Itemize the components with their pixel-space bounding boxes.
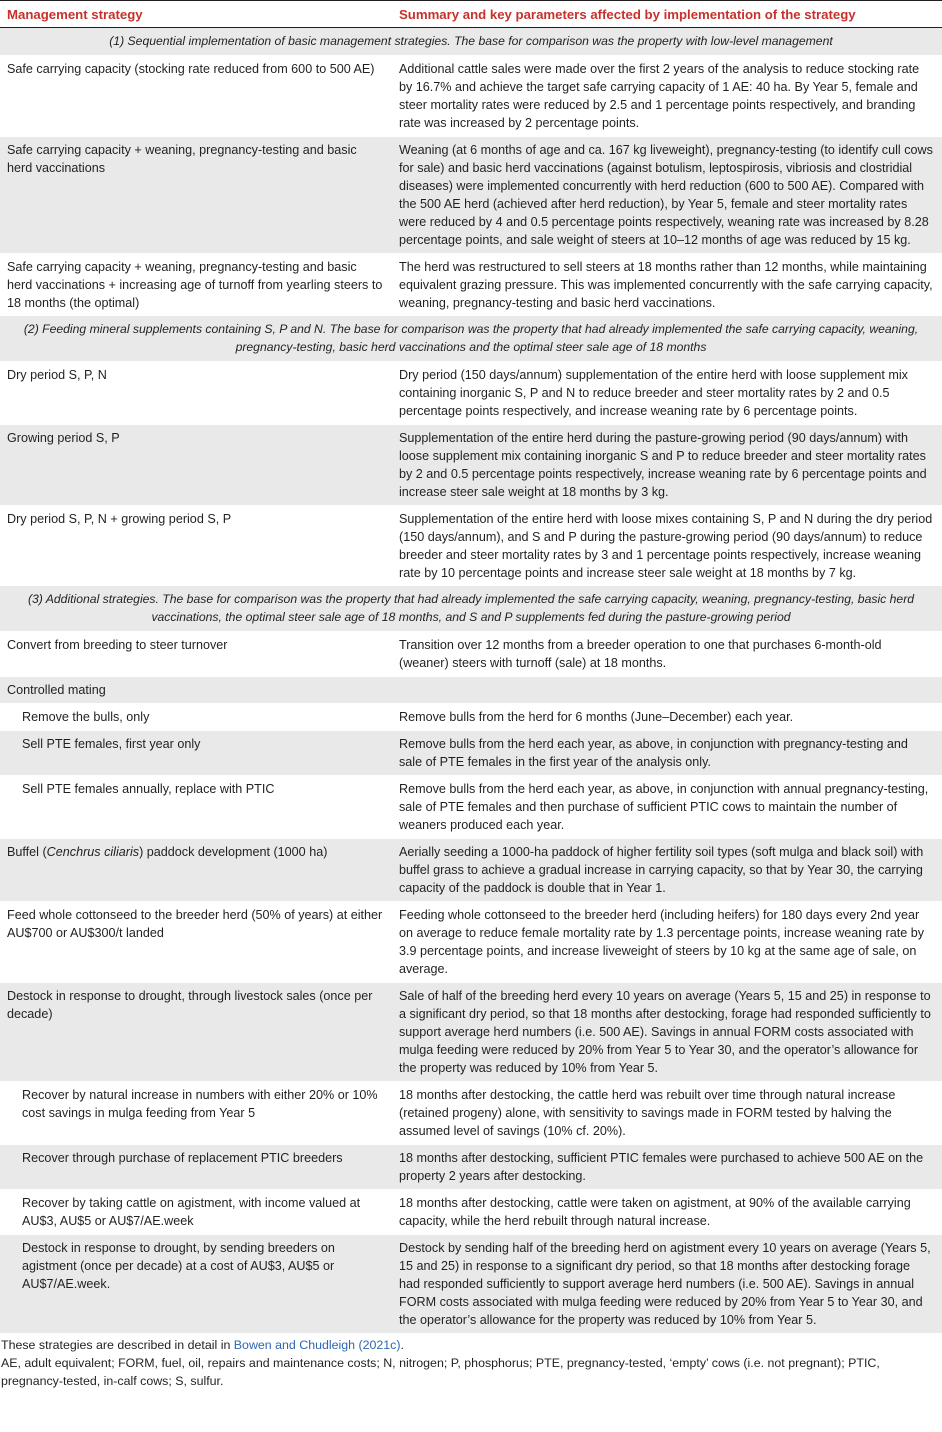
notes-reference-line bbox=[1, 1336, 940, 1354]
strategy-cell: Destock in response to drought, by sending breeders on agistment (once per decade) at a cost of AU$3, AU$5 or AU$7/AE.week. bbox=[0, 1235, 392, 1334]
table-row bbox=[0, 1082, 942, 1145]
strategy-cell: Controlled mating bbox=[0, 677, 392, 704]
summary-cell: Additional cattle sales were made over the first 2 years of the analysis to reduce stocking rate by 16.7% and achieve the target safe carrying capacity of 1 AE: 40 ha. By Year 5, female and steer mortality rates were reduced by 2.5 and 1 percentage points respectively, and branding rate was increased by 2 percentage points. bbox=[392, 56, 942, 137]
table-row bbox=[0, 1145, 942, 1190]
strategy-cell: Remove the bulls, only bbox=[0, 704, 392, 731]
table-row bbox=[0, 1235, 942, 1334]
summary-cell: 18 months after destocking, sufficient PTIC females were purchased to achieve 500 AE on the property 2 years after destocking. bbox=[392, 1145, 942, 1190]
table-row bbox=[0, 839, 942, 902]
section-heading-row bbox=[0, 316, 942, 362]
section-heading: (1) Sequential implementation of basic management strategies. The base for comparison was the property with low-level management bbox=[0, 28, 942, 56]
table-row bbox=[0, 902, 942, 983]
strategy-cell: Convert from breeding to steer turnover bbox=[0, 632, 392, 677]
header-summary: Summary and key parameters affected by implementation of the strategy bbox=[392, 1, 942, 28]
summary-cell: Remove bulls from the herd each year, as above, in conjunction with annual pregnancy-testing, sale of PTE females and then purchase of sufficient PTIC cows to maintain the number of weaners produced each year. bbox=[392, 776, 942, 839]
strategy-cell: Sell PTE females annually, replace with PTIC bbox=[0, 776, 392, 839]
table-row bbox=[0, 776, 942, 839]
species-name: Cenchrus ciliaris bbox=[46, 845, 140, 859]
table-row bbox=[0, 731, 942, 776]
strategy-cell: Recover by taking cattle on agistment, with income valued at AU$3, AU$5 or AU$7/AE.week bbox=[0, 1190, 392, 1235]
summary-cell: The herd was restructured to sell steers at 18 months rather than 12 months, while maintaining equivalent grazing pressure. This was implemented concurrently with the safe carrying capacity, weaning, pregnancy-testing and basic herd vaccinations. bbox=[392, 254, 942, 317]
section-heading-row bbox=[0, 28, 942, 56]
table-body bbox=[0, 28, 942, 1334]
table-notes bbox=[0, 1333, 942, 1390]
strategy-cell: Safe carrying capacity + weaning, pregnancy-testing and basic herd vaccinations bbox=[0, 137, 392, 254]
notes-text-end: . bbox=[400, 1338, 404, 1352]
strategy-cell: Safe carrying capacity (stocking rate reduced from 600 to 500 AE) bbox=[0, 56, 392, 137]
summary-cell: Destock by sending half of the breeding herd on agistment every 10 years on average (Years 5, 15 and 25) in response to a significant dry period, so that 18 months after destocking forage had responded sufficiently to support average herd numbers (i.e. 500 AE). Savings in annual FORM costs associated with mulga feeding were reduced by 20% from Year 5 to Year 30, and the operator’s allowance for the property was reduced by 10% from Year 5. bbox=[392, 1235, 942, 1334]
strategy-cell: Dry period S, P, N + growing period S, P bbox=[0, 506, 392, 587]
strategy-cell: Dry period S, P, N bbox=[0, 362, 392, 425]
summary-cell: Remove bulls from the herd for 6 months (June–December) each year. bbox=[392, 704, 942, 731]
summary-cell: Sale of half of the breeding herd every 10 years on average (Years 5, 15 and 25) in response to a significant dry period, so that 18 months after destocking, forage had responded sufficiently to support average herd numbers (i.e. 500 AE). Savings in annual FORM costs associated with mulga feeding were reduced by 20% from Year 5 to Year 30, and the operator’s allowance for the property was reduced by 10% from Year 5. bbox=[392, 983, 942, 1082]
notes-text: These strategies are described in detail in bbox=[1, 1338, 234, 1352]
strategy-cell: Safe carrying capacity + weaning, pregnancy-testing and basic herd vaccinations + increasing age of turnoff from yearling steers to 18 months (the optimal) bbox=[0, 254, 392, 317]
table-header-row bbox=[0, 1, 942, 28]
summary-cell: Dry period (150 days/annum) supplementation of the entire herd with loose supplement mix containing inorganic S, P and N to reduce breeder and steer mortality rates by 2 and 0.5 percentage points respectively, and increase weaning rate by 6 percentage points. bbox=[392, 362, 942, 425]
section-heading-row bbox=[0, 586, 942, 632]
summary-cell: Aerially seeding a 1000-ha paddock of higher fertility soil types (soft mulga and black soil) with buffel grass to achieve a gradual increase in carrying capacity, so that by Year 30, the carrying capacity of the paddock is double that in Year 1. bbox=[392, 839, 942, 902]
strategy-cell: Sell PTE females, first year only bbox=[0, 731, 392, 776]
strategy-cell: Recover by natural increase in numbers with either 20% or 10% cost savings in mulga feeding from Year 5 bbox=[0, 1082, 392, 1145]
header-management-strategy: Management strategy bbox=[0, 1, 392, 28]
summary-cell: Supplementation of the entire herd during the pasture-growing period (90 days/annum) with loose supplement mix containing inorganic S and P to reduce breeder and steer mortality rates by 2 and 0.5 percentage points respectively, increase weaning rate by 6 percentage points and increase steer sale weight at 18 months by 3 kg. bbox=[392, 425, 942, 506]
table-row bbox=[0, 56, 942, 137]
section-heading: (3) Additional strategies. The base for comparison was the property that had already implemented the safe carrying capacity, weaning, pregnancy-testing, basic herd vaccinations, the optimal steer sale age of 18 months, and S and P supplements fed during the pasture-growing period bbox=[0, 586, 942, 632]
table-row bbox=[0, 425, 942, 506]
strategy-cell bbox=[0, 839, 392, 902]
table-row bbox=[0, 254, 942, 317]
table-row bbox=[0, 632, 942, 677]
table-row bbox=[0, 983, 942, 1082]
summary-cell: Transition over 12 months from a breeder operation to one that purchases 6-month-old (weaner) steers with turnoff (sale) at 18 months. bbox=[392, 632, 942, 677]
summary-cell bbox=[392, 677, 942, 704]
table-row bbox=[0, 506, 942, 587]
summary-cell: Feeding whole cottonseed to the breeder herd (including heifers) for 180 days every 2nd year on average to reduce female mortality rate by 1.3 percentage points, increase weaning rate by 3.9 percentage points, and increase liveweight of steers by 10 kg at the same age of sale, on average. bbox=[392, 902, 942, 983]
summary-cell: 18 months after destocking, the cattle herd was rebuilt over time through natural increase (retained progeny) alone, with sensitivity to savings made in FORM tested by halving the assumed level of savings (10% cf. 20%). bbox=[392, 1082, 942, 1145]
strategy-cell: Growing period S, P bbox=[0, 425, 392, 506]
summary-cell: 18 months after destocking, cattle were taken on agistment, at 90% of the available carrying capacity, while the herd rebuilt through natural increase. bbox=[392, 1190, 942, 1235]
section-heading: (2) Feeding mineral supplements containing S, P and N. The base for comparison was the property that had already implemented the safe carrying capacity, weaning, pregnancy-testing, basic herd vaccinations and the optimal steer sale age of 18 months bbox=[0, 316, 942, 362]
strategy-cell: Feed whole cottonseed to the breeder herd (50% of years) at either AU$700 or AU$300/t landed bbox=[0, 902, 392, 983]
table-row bbox=[0, 362, 942, 425]
summary-cell: Weaning (at 6 months of age and ca. 167 kg liveweight), pregnancy-testing (to identify cull cows for sale) and basic herd vaccinations (against botulism, leptospirosis, vibriosis and clostridial diseases) were implemented concurrently with herd reduction (600 to 500 AE). Compared with the 500 AE herd (achieved after herd reduction), by Year 5, female and steer mortality rates were reduced by 4 and 0.5 percentage points respectively, weaning rate was increased by 8.28 percentage points, and sale weight of steers at 10–12 months of age was reduced by 15 kg. bbox=[392, 137, 942, 254]
strategy-cell: Destock in response to drought, through livestock sales (once per decade) bbox=[0, 983, 392, 1082]
table-row bbox=[0, 704, 942, 731]
strategy-text: ) paddock development (1000 ha) bbox=[139, 845, 328, 859]
table-row bbox=[0, 137, 942, 254]
reference-link[interactable]: Bowen and Chudleigh (2021c) bbox=[233, 1338, 401, 1352]
table-row bbox=[0, 677, 942, 704]
strategy-text: Buffel ( bbox=[7, 845, 47, 859]
abbreviations-note: AE, adult equivalent; FORM, fuel, oil, repairs and maintenance costs; N, nitrogen; P, phosphorus; PTE, pregnancy-tested, ‘empty’ cows (i.e. not pregnant); PTIC, pregnancy-tested, in-calf cows; S, sulfur. bbox=[1, 1356, 880, 1388]
summary-cell: Supplementation of the entire herd with loose mixes containing S, P and N during the dry period (150 days/annum), and S and P during the pasture-growing period (90 days/annum) to reduce breeder and steer mortality rates by 3 and 1 percentage points respectively, increase weaning rate by 10 percentage points and increase steer sale weight at 18 months by 7 kg. bbox=[392, 506, 942, 587]
strategy-cell: Recover through purchase of replacement PTIC breeders bbox=[0, 1145, 392, 1190]
summary-cell: Remove bulls from the herd each year, as above, in conjunction with pregnancy-testing and sale of PTE females in the first year of the analysis only. bbox=[392, 731, 942, 776]
table-row bbox=[0, 1190, 942, 1235]
